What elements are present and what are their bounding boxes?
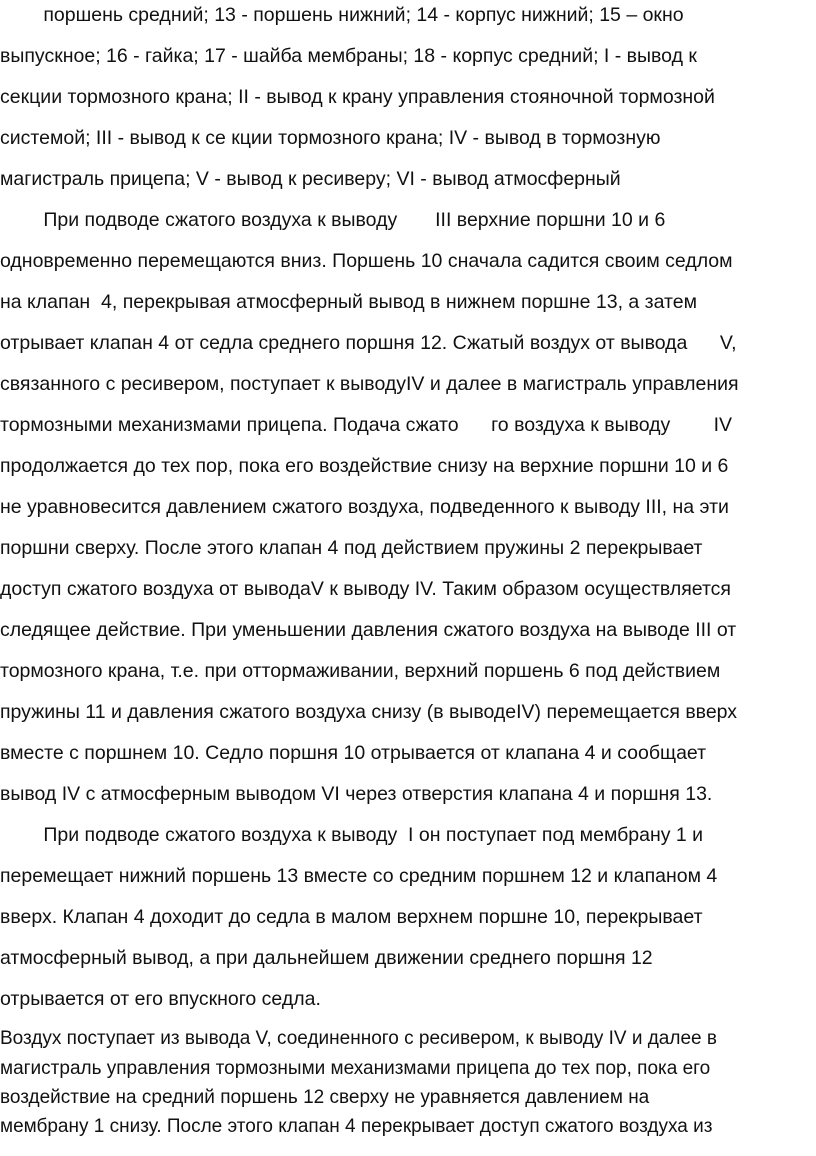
text-line: следящее действие. При уменьшении давления сжатого воздуха на выводе III от [0, 619, 737, 641]
text-line: поршень средний; 13 - поршень нижний; 14 - корпус нижний; 15 – окно [0, 4, 684, 26]
text-line: магистраль управления тормозными механизмами прицепа до тех пор, пока его [0, 1058, 711, 1079]
text-line: При подводе сжатого воздуха к выводу III верхние поршни 10 и 6 [0, 209, 666, 231]
text-line: связанного с ресивером, поступает к выводуIV и далее в магистраль управления [0, 373, 739, 395]
text-line: одновременно перемещаются вниз. Поршень 10 сначала садится своим седлом [0, 250, 733, 272]
text-line: вместе с поршнем 10. Седло поршня 10 отрывается от клапана 4 и сообщает [0, 742, 707, 764]
text-line: выпускное; 16 - гайка; 17 - шайба мембраны; 18 - корпус средний; I - вывод к [0, 45, 697, 67]
text-line: тормозного крана, т.е. при оттормаживании, верхний поршень 6 под действием [0, 660, 721, 682]
text-line: продолжается до тех пор, пока его воздействие снизу на верхние поршни 10 и 6 [0, 455, 729, 477]
text-line: не уравновесится давлением сжатого воздуха, подведенного к выводу III, на эти [0, 496, 729, 518]
text-line: Воздух поступает из вывода V, соединенного с ресивером, к выводу IV и далее в [0, 1028, 717, 1049]
text-line: перемещает нижний поршень 13 вместе со средним поршнем 12 и клапаном 4 [0, 865, 718, 887]
text-line: отрывает клапан 4 от седла среднего поршня 12. Сжатый воздух от вывода V, [0, 332, 737, 354]
text-line: При подводе сжатого воздуха к выводу I он поступает под мембрану 1 и [0, 824, 704, 846]
text-line: мембрану 1 снизу. После этого клапан 4 перекрывает доступ сжатого воздуха из [0, 1116, 713, 1137]
text-line: секции тормозного крана; II - вывод к крану управления стояночной тормозной [0, 86, 715, 108]
text-line: атмосферный вывод, а при дальнейшем движении среднего поршня 12 [0, 947, 653, 969]
text-line: магистраль прицепа; V - вывод к ресиверу; VI - вывод атмосферный [0, 168, 621, 190]
text-line: поршни сверху. После этого клапан 4 под действием пружины 2 перекрывает [0, 537, 703, 559]
text-line: воздействие на средний поршень 12 сверху не уравняется давлением на [0, 1087, 650, 1108]
text-line: системой; III - вывод к се кции тормозного крана; IV - вывод в тормозную [0, 127, 661, 149]
text-line: пружины 11 и давления сжатого воздуха снизу (в выводеIV) перемещается вверх [0, 701, 738, 723]
text-line: на клапан 4, перекрывая атмосферный вывод в нижнем поршне 13, а затем [0, 291, 698, 313]
text-line: доступ сжатого воздуха от выводаV к выводу IV. Таким образом осуществляется [0, 578, 731, 600]
text-line: вывод IV с атмосферным выводом VI через отверстия клапана 4 и поршня 13. [0, 783, 713, 805]
text-line: отрывается от его впускного седла. [0, 988, 321, 1010]
text-line: вверх. Клапан 4 доходит до седла в малом верхнем поршне 10, перекрывает [0, 906, 703, 928]
text-line: тормозными механизмами прицепа. Подача сжато го воздуха к выводу IV [0, 414, 733, 436]
